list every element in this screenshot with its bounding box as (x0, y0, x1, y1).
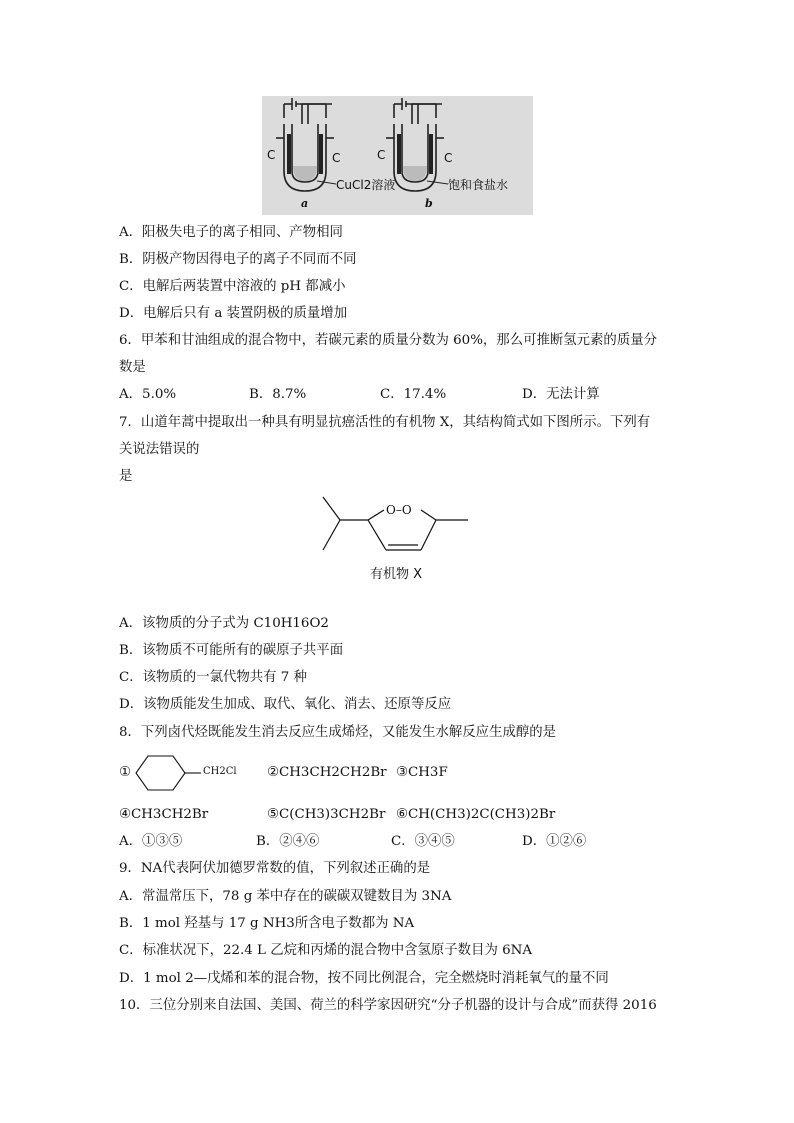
q6-option-b: B．8.7% (249, 387, 307, 402)
apparatus-label-a: a (301, 197, 309, 210)
q7-option-a: A．该物质的分子式为 C10H16O2 (119, 616, 329, 631)
q10-stem: 10．三位分别来自法国、美国、荷兰的科学家因研究“分子机器的设计与合成”而获得 2016 (119, 998, 657, 1013)
q6-stem-line1: 6．甲苯和甘油组成的混合物中，若碳元素的质量分数为 60%，那么可推断氢元素的质量分 (119, 333, 657, 348)
apparatus-label-b: b (425, 197, 433, 210)
solution-label-b: 饱和食盐水 (448, 178, 509, 192)
q9-option-b: B．1 mol 羟基与 17 g NH3所含电子数都为 NA (119, 916, 415, 931)
q5-option-b: B．阴极产物因得电子的离子不同而不同 (119, 252, 357, 267)
electrode-label-right-a: C (332, 151, 341, 165)
q8-option-d: D．①②⑥ (522, 834, 587, 849)
q7-figure-caption: 有机物 X (370, 567, 423, 582)
q7-stem-line2: 关说法错误的 (119, 442, 200, 457)
q8-stem: 8．下列卤代烃既能发生消去反应生成烯烃，又能发生水解反应生成醇的是 (119, 725, 557, 740)
q7-stem-line1: 7．山道年蒿中提取出一种具有明显抗癌活性的有机物 X，其结构简式如下图所示。下列有 (119, 415, 651, 430)
q5-option-a: A．阳极失电子的离子相同、产物相同 (119, 225, 343, 240)
electrode-label-left-a: C (267, 148, 276, 162)
q8-option-b: B．②④⑥ (256, 834, 320, 849)
ch2cl-group-label: CH2Cl (203, 766, 237, 777)
q9-option-a: A．常温常压下，78 g 苯中存在的碳碳双键数目为 3NA (119, 889, 452, 904)
q6-option-a: A．5.0% (119, 387, 177, 402)
q8-item6: ⑥CH(CH3)2C(CH3)2Br (396, 807, 556, 822)
q8-item2: ②CH3CH2CH2Br (267, 765, 387, 780)
q5-option-d: D．电解后只有 a 装置阴极的质量增加 (119, 306, 348, 321)
q7-stem-line3: 是 (119, 469, 133, 484)
q7-option-d: D．该物质能发生加成、取代、氧化、消去、还原等反应 (119, 697, 452, 712)
solution-label-a: CuCl2溶液 (336, 178, 396, 192)
peroxide-bridge-label: O–O (386, 503, 412, 517)
q6-stem-line2: 数是 (119, 360, 146, 375)
q7-option-b: B．该物质不可能所有的碳原子共平面 (119, 643, 344, 658)
electrolysis-figure (262, 96, 533, 215)
q7-option-c: C．该物质的一氯代物共有 7 种 (119, 670, 307, 685)
benzyl-chloride-structure (133, 750, 237, 796)
q8-item4: ④CH3CH2Br (119, 807, 209, 822)
compound-x-structure (318, 492, 473, 562)
q6-option-c: C．17.4% (380, 387, 447, 402)
q6-option-d: D．无法计算 (522, 387, 600, 402)
q8-option-c: C．③④⑤ (391, 834, 455, 849)
q8-item3: ③CH3F (396, 765, 448, 780)
electrode-label-right-b: C (444, 151, 453, 165)
q9-option-d: D．1 mol 2—戊烯和苯的混合物，按不同比例混合，完全燃烧时消耗氧气的量不同 (119, 971, 609, 986)
q8-option-a: A．①③⑤ (119, 834, 183, 849)
q5-option-c: C．电解后两装置中溶液的 pH 都减小 (119, 279, 346, 294)
q8-item1-prefix: ① (119, 765, 132, 780)
q9-option-c: C．标准状况下，22.4 L 乙烷和丙烯的混合物中含氢原子数目为 6NA (119, 943, 533, 958)
q9-stem: 9．NA代表阿伏加德罗常数的值，下列叙述正确的是 (119, 861, 431, 876)
benzene-ring-icon (133, 750, 213, 796)
q8-item5: ⑤C(CH3)3CH2Br (267, 807, 386, 822)
electrode-label-left-b: C (377, 148, 386, 162)
